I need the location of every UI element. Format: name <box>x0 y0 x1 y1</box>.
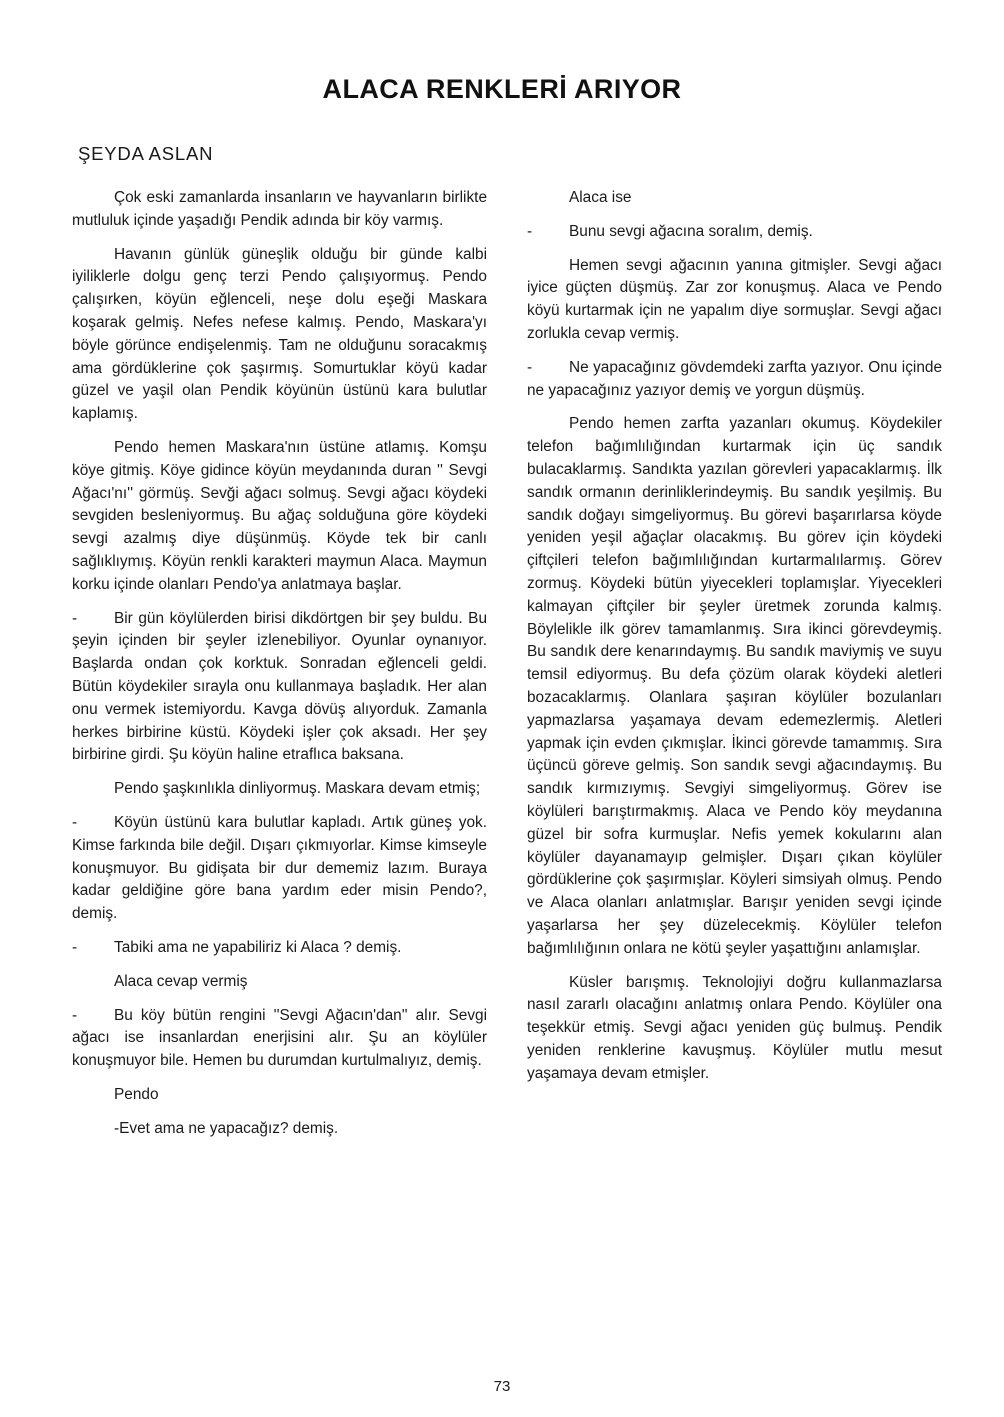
dash-marker: - <box>527 222 533 240</box>
paragraph: -Evet ama ne yapacağız? demiş. <box>114 1119 339 1137</box>
paragraph: Pendo <box>114 1085 159 1103</box>
page-number: 73 <box>493 1378 511 1395</box>
dialogue-text: Ne yapacağınız gövdemdeki zarfta yazıyor. Onu içinde ne yapacağınız yazıyor demiş ve yorgun düşmüş. <box>527 358 942 399</box>
dialogue-line <box>527 357 942 403</box>
dialogue-text: Bunu sevgi ağacına soralım, demiş. <box>569 222 813 240</box>
dialogue-line <box>72 812 487 926</box>
dash-marker: - <box>72 813 78 831</box>
dialogue-text: Bu köy bütün rengini ''Sevgi Ağacın'dan'' alır. Sevgi ağacı ise insanlardan enerjisini alır. Şu an köylüler konuşmuyor bile. Hemen bu durumdan kurtulmalıyız, demiş. <box>72 1006 487 1070</box>
dialogue-line <box>72 1005 487 1073</box>
author-name: ŞEYDA ASLAN <box>78 143 214 164</box>
dialogue-line <box>72 608 487 768</box>
paragraph: Çok eski zamanlarda insanların ve hayvanların birlikte mutluluk içinde yaşadığı Pendik adında bir köy varmış. <box>72 189 487 229</box>
paragraph: Alaca ise <box>569 189 632 206</box>
paragraph: Pendo hemen zarfta yazanları okumuş. Köydekiler telefon bağımlılığından kurtarmak için üç sandık bulacaklarmış. Sandıkta yazılan görevleri yapacaklarmış. İlk sandık ormanın derinliklerindeymiş. Bu sandık yeşilmiş. Bu sandık doğayı simgeliyormuş. Bu görevi başarırlarsa köyde yeniden yeşil ağaçlar olacakmış. Bu görev için köydeki çiftçileri telefon bağımlılığından kurtarmalılarmış. Görev zormuş. Köydeki bütün yiyecekleri toplamışlar. Yiyecekleri kalmayan çiftçiler bir şeyler üretmek zorunda kalmış. Böylelikle ilk görev tamamlanmış. Sıra ikinci görevdeymiş. Bu sandık dere kenarındaymış. Bu sandık maviymiş ve suyu temsil ediyormuş. Bu defa çözüm olarak köydeki aletleri bozacaklarmış. Olanlara şaşıran köylüler bozulanları yapmazlarsa yaşamaya devam edemezlermiş. Aletleri yapmak için evden çıkmışlar. İkinci görevde tamammış. Sıra üçüncü göreve gelmiş. Son sandık sevgi ağacındaymış. Bu sandık kırmızıymış. Sevgiyi simgeliyormuş. Görev ise köylüleri barıştırmakmış. Alaca ve Pendo köy meydanına güzel bir sofra kurmuşlar. Nefis yemek kokularını alan köylüler dayanamayıp gelmişler. Dışarı çıkan köylüler gördüklerine çok şaşırmışlar. Köyleri simsiyah olmuş. Pendo ve Alaca olanları anlatmışlar. Barışır yeniden sevgi içinde yaşarlarsa her şey düzelecekmiş. Köylüler telefon bağımlılığının onlara ne kötü şeyler yaşattığını anlamışlar. <box>527 415 942 957</box>
dash-marker: - <box>72 609 78 627</box>
right-column <box>527 187 942 1096</box>
body-columns <box>72 187 942 1151</box>
paragraph: Pendo hemen Maskara'nın üstüne atlamış. Komşu köye gitmiş. Köye gidince köyün meydanında duran '' Sevgi Ağacı'nı'' görmüş. Sevği ağacı solmuş. Sevgi ağacı köydeki sevgiden besleniyormuş. Bu ağaç solduğuna göre köydeki sevgi azalmış diye düşünmüş. Köyde tek bir canlı sağlıklıymış. Köyün renkli karakteri maymun Alaca. Maymun korku içinde olanları Pendo'ya anlatmaya başlar. <box>72 438 487 593</box>
dialogue-text: Tabiki ama ne yapabiliriz ki Alaca ? demiş. <box>114 938 402 956</box>
dialogue-line <box>527 221 942 244</box>
paragraph: Hemen sevgi ağacının yanına gitmişler. Sevgi ağacı iyice güçten düşmüş. Zar zor konuşmuş. Alaca ve Pendo köyü kurtarmak için ne yapalım diye sormuşlar. Sevgi ağacı zorlukla cevap vermiş. <box>527 256 942 342</box>
dialogue-text: Bir gün köylülerden birisi dikdörtgen bir şey buldu. Bu şeyin içinden bir şeyler izlenebiliyor. Oyunlar oynanıyor. Başlarda ondan çok korktuk. Sonradan eğlenceli geldi. Bütün köydekiler sırayla onu kullanmaya başladık. Her alan onu vermek istemiyordu. Kavga dövüş alıyorduk. Zamanla herkes birbirine küstü. Köydeki işler çok aksadı. Her şey birbirine girdi. Şu köyün haline etraflıca baksana. <box>72 609 487 764</box>
page-title: ALACA RENKLERİ ARIYOR <box>322 74 682 104</box>
paragraph: Küsler barışmış. Teknolojiyi doğru kullanmazlarsa nasıl zararlı olacağını anlatmış onlara Pendo. Köylüler ona teşekkür etmiş. Sevgi ağacı yeniden güç bulmuş. Pendik yeniden renklerine kavuşmuş. Köylüler mutlu mesut yaşamaya devam etmişler. <box>527 973 942 1082</box>
dash-marker: - <box>527 358 533 376</box>
paragraph: Havanın günlük güneşlik olduğu bir günde kalbi iyiliklerle dolgu genç terzi Pendo çalışıyormuş. Pendo çalışırken, köyün eğlenceli, neşe dolu eşeği Maskara koşarak gelmiş. Nefes nefese kalmış. Pendo, Maskara'yı böyle görünce endişelenmiş. Tam ne olduğunu soracakmış ama gördüklerine çok şaşırmış. Somurtuklar köyü kadar güzel ve yaşil olan Pendik köyünün üstünü kara bulutlar kaplamış. <box>72 245 487 423</box>
left-column <box>72 187 487 1151</box>
dash-marker: - <box>72 1006 78 1024</box>
paragraph: Alaca cevap vermiş <box>114 972 248 990</box>
dialogue-text: Köyün üstünü kara bulutlar kapladı. Artık güneş yok. Kimse farkında bile değil. Dışarı çıkmıyorlar. Kimse kimseyle konuşmuyor. Bu gidişata bir dur dememiz lazım. Buraya kadar geldiğine göre bana yardım eder misin Pendo?, demiş. <box>72 813 487 923</box>
paragraph: Pendo şaşkınlıkla dinliyormuş. Maskara devam etmiş; <box>114 780 481 798</box>
dialogue-line <box>72 937 487 960</box>
dash-marker: - <box>72 938 78 956</box>
